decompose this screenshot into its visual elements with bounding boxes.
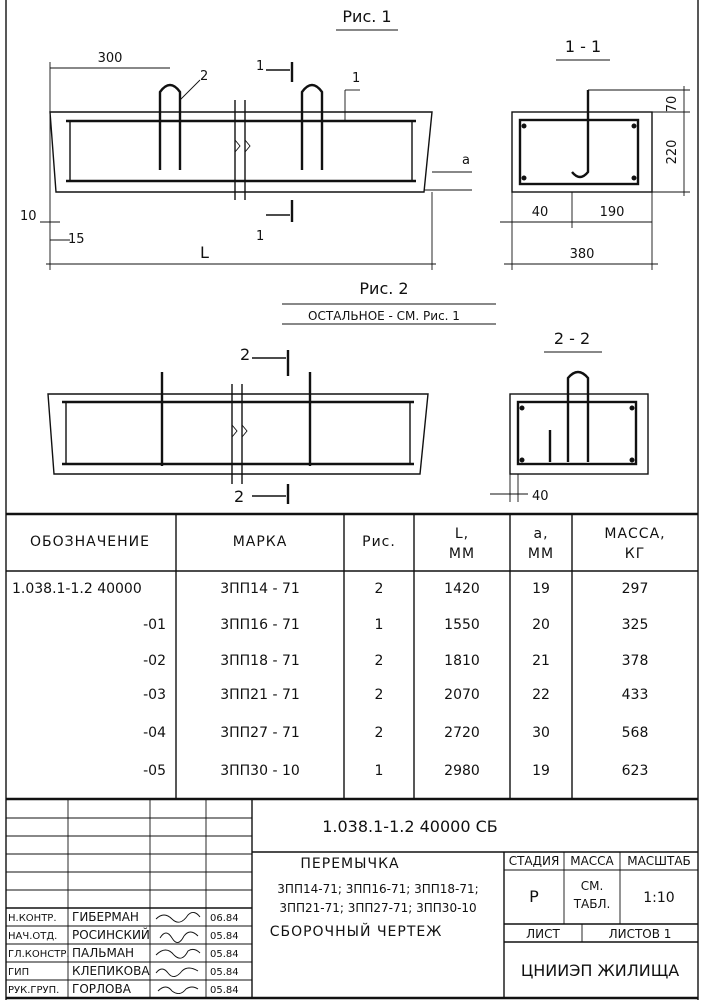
pos-1-label: 1	[352, 71, 361, 86]
row-mass: 297	[621, 581, 649, 597]
header-a-unit: ММ	[527, 546, 555, 562]
header-L: L,	[454, 526, 470, 542]
mass-value-2: ТАБЛ.	[573, 897, 611, 911]
dim-70: 70	[665, 95, 680, 113]
signer-date: 06.84	[210, 913, 239, 924]
section-2-2	[510, 372, 648, 474]
signer-date: 05.84	[210, 949, 239, 960]
dim-380: 380	[569, 247, 595, 262]
row-mass: 378	[621, 653, 649, 669]
row-a: 22	[532, 687, 550, 703]
row-L: 1550	[444, 617, 480, 633]
fig2-beam-elevation	[48, 372, 428, 484]
stage-header: СТАДИЯ	[508, 854, 560, 868]
header-designation: ОБОЗНАЧЕНИЕ	[29, 534, 151, 550]
sheet-header: ЛИСТ	[526, 927, 560, 941]
row-L: 2980	[444, 763, 480, 779]
marks-line-2: 3ПП21-71; 3ПП27-71; 3ПП30-10	[279, 901, 477, 915]
signer-name: ПАЛЬМАН	[72, 946, 135, 960]
dim-220: 220	[665, 139, 680, 165]
signer-role: РУК.ГРУП.	[8, 985, 60, 996]
section-1-1	[512, 90, 652, 192]
signer-role: ГЛ.КОНСТР.	[8, 949, 70, 960]
signer-row	[8, 964, 239, 978]
signer-date: 05.84	[210, 967, 239, 978]
table-header	[30, 526, 666, 562]
doc-code: 1.038.1-1.2 40000 СБ	[322, 817, 498, 836]
signer-date: 05.84	[210, 985, 239, 996]
section-2-2-title: 2 - 2	[553, 329, 591, 348]
cut2-bottom-label: 2	[234, 487, 245, 506]
stage-value: Р	[529, 887, 539, 906]
fig1-title: Рис. 1	[342, 7, 392, 26]
row-designation: -01	[143, 617, 166, 633]
pos-2-label: 2	[200, 69, 209, 84]
cut2-top-label: 2	[240, 345, 251, 364]
dim-a: a	[462, 153, 470, 168]
row-designation: -04	[143, 725, 166, 741]
row-L: 2070	[444, 687, 480, 703]
row-fig: 1	[374, 763, 384, 779]
header-mark: МАРКА	[232, 534, 288, 550]
header-mass: МАССА,	[604, 526, 666, 542]
signer-role: НАЧ.ОТД.	[8, 931, 58, 942]
header-mass-unit: КГ	[624, 546, 646, 562]
lifting-loop-right	[302, 85, 322, 170]
row-mass: 623	[621, 763, 649, 779]
row-a: 30	[532, 725, 550, 741]
signer-name: РОСИНСКИЙ	[72, 928, 150, 942]
header-a: a,	[533, 526, 549, 542]
row-mass: 325	[621, 617, 649, 633]
specification-table	[6, 0, 698, 1000]
row-L: 2720	[444, 725, 480, 741]
signer-role: Н.КОНТР.	[8, 913, 57, 924]
signer-row	[8, 927, 239, 943]
row-mark: 3ПП18 - 71	[220, 653, 300, 669]
row-designation: -02	[143, 653, 166, 669]
row-a: 19	[532, 581, 550, 597]
signer-row	[8, 982, 239, 996]
dim-40: 40	[531, 205, 549, 220]
row-mark: 3ПП16 - 71	[220, 617, 300, 633]
sheets-header: ЛИСТОВ 1	[608, 927, 672, 941]
signer-date: 05.84	[210, 931, 239, 942]
signer-row	[8, 946, 239, 960]
mass-value-1: СМ.	[580, 879, 604, 893]
mass-header: МАССА	[570, 854, 614, 868]
row-designation: -05	[143, 763, 166, 779]
table-row	[12, 581, 648, 597]
row-mark: 3ПП30 - 10	[220, 763, 300, 779]
lifting-loop-left	[160, 85, 180, 170]
row-fig: 2	[374, 687, 384, 703]
dim-10: 10	[20, 209, 37, 224]
row-a: 21	[532, 653, 550, 669]
signature	[156, 968, 198, 977]
cut1-bottom-label: 1	[256, 229, 265, 244]
row-fig: 2	[374, 725, 384, 741]
signer-name: ГОРЛОВА	[72, 982, 131, 996]
signature	[156, 949, 200, 958]
signer-name: КЛЕПИКОВА	[72, 964, 150, 978]
scale-header: МАСШТАБ	[627, 854, 691, 868]
section-1-1-title: 1 - 1	[564, 37, 602, 56]
dim-300: 300	[97, 51, 123, 66]
cut1-top-label: 1	[256, 59, 265, 74]
row-mark: 3ПП27 - 71	[220, 725, 300, 741]
leader-2	[180, 80, 200, 100]
header-fig: Рис.	[362, 534, 396, 550]
row-L: 1810	[444, 653, 480, 669]
dim-40b: 40	[532, 489, 549, 504]
row-designation: -03	[143, 687, 166, 703]
scale-value: 1:10	[643, 890, 675, 906]
row-mass: 433	[621, 687, 649, 703]
fig1-beam-elevation	[50, 85, 432, 210]
row-mass: 568	[621, 725, 649, 741]
row-mark: 3ПП14 - 71	[220, 581, 300, 597]
row-L: 1420	[444, 581, 480, 597]
dim-190: 190	[599, 205, 625, 220]
row-designation: 1.038.1-1.2 40000	[12, 581, 142, 597]
row-fig: 1	[374, 617, 384, 633]
organization: ЦНИИЭП ЖИЛИЩА	[520, 961, 680, 980]
row-fig: 2	[374, 653, 384, 669]
signature	[160, 932, 198, 943]
marks-line-1: 3ПП14-71; 3ПП16-71; 3ПП18-71;	[277, 882, 479, 896]
signer-row	[8, 910, 239, 924]
dim-15: 15	[68, 232, 85, 247]
row-fig: 2	[374, 581, 384, 597]
signature	[158, 987, 198, 994]
header-L-unit: ММ	[448, 546, 476, 562]
dim-L: L	[200, 243, 209, 262]
doc-type: СБОРОЧНЫЙ ЧЕРТЕЖ	[269, 924, 443, 940]
fig2-note: ОСТАЛЬНОЕ - СМ. Рис. 1	[308, 309, 460, 323]
signer-role: ГИП	[8, 967, 30, 978]
row-a: 20	[532, 617, 550, 633]
signer-name: ГИБЕРМАН	[72, 910, 139, 924]
signature	[156, 912, 200, 922]
row-a: 19	[532, 763, 550, 779]
product-name: ПЕРЕМЫЧКА	[300, 856, 400, 872]
row-mark: 3ПП21 - 71	[220, 687, 300, 703]
fig2-title: Рис. 2	[359, 279, 409, 298]
